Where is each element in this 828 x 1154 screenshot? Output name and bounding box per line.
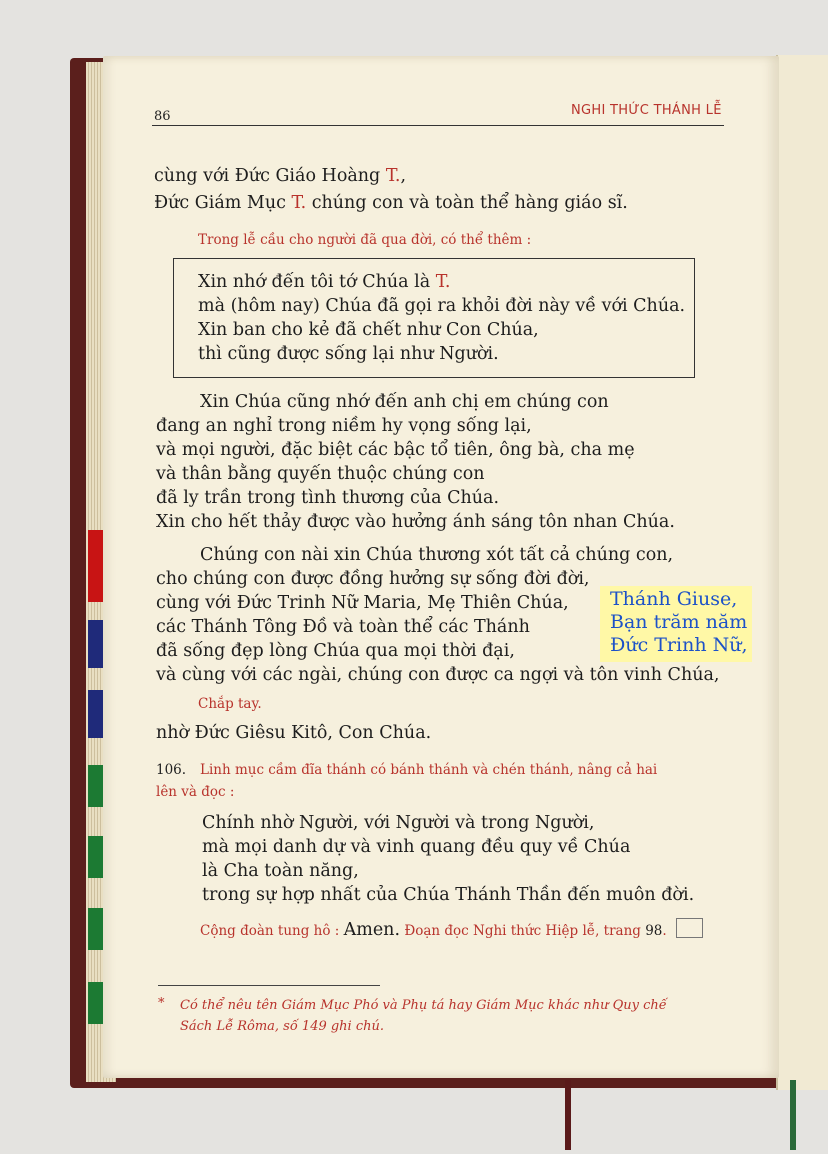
rubric: Chắp tay. xyxy=(198,696,262,712)
ribbon-bookmark xyxy=(790,1080,796,1150)
header-rule xyxy=(152,125,724,126)
rubric: lên và đọc : xyxy=(156,784,235,800)
facing-page xyxy=(776,55,828,1090)
text-line: các Thánh Tông Đồ và toàn thể các Thánh xyxy=(156,617,530,637)
rubric: Linh mục cầm đĩa thánh có bánh thánh và chén thánh, nâng cả hai xyxy=(200,762,658,778)
text-line: cùng với Đức Trinh Nữ Maria, Mẹ Thiên Chúa, xyxy=(156,593,569,613)
text-line: Xin cho hết thảy được vào hưởng ánh sáng tôn nhan Chúa. xyxy=(156,512,675,532)
box-line: Xin ban cho kẻ đã chết như Con Chúa, xyxy=(198,320,539,340)
page-number: 86 xyxy=(154,109,171,124)
doxology-line: trong sự hợp nhất của Chúa Thánh Thần đến muôn đời. xyxy=(202,885,695,905)
acclamation-line: Cộng đoàn tung hô : Amen. Đoạn đọc Nghi thức Hiệp lễ, trang 98. xyxy=(200,920,667,940)
box-line: Xin nhớ đến tôi tớ Chúa là T. xyxy=(198,272,451,292)
box-line: mà (hôm nay) Chúa đã gọi ra khỏi đời này về với Chúa. xyxy=(198,296,686,316)
text-line: Xin Chúa cũng nhớ đến anh chị em chúng con xyxy=(200,392,609,412)
inserted-text-line: Thánh Giuse, xyxy=(610,588,738,610)
text-line: cho chúng con được đồng hưởng sự sống đời đời, xyxy=(156,569,590,589)
text-line: nhờ Đức Giêsu Kitô, Con Chúa. xyxy=(156,723,432,743)
text-line: và mọi người, đặc biệt các bậc tổ tiên, ông bà, cha mẹ xyxy=(156,440,635,460)
text-line: và thân bằng quyến thuộc chúng con xyxy=(156,464,485,484)
section-number: 106. xyxy=(156,762,187,778)
text-line: Đức Giám Mục T. chúng con và toàn thể hàng giáo sĩ. xyxy=(154,193,628,213)
inserted-text-line: Bạn trăm năm xyxy=(610,611,748,633)
inserted-text-line: Đức Trinh Nữ, xyxy=(610,634,748,656)
rubric: Trong lễ cầu cho người đã qua đời, có thể thêm : xyxy=(198,232,532,248)
text-line: đã sống đẹp lòng Chúa qua mọi thời đại, xyxy=(156,641,515,661)
text-line: đang an nghỉ trong niềm hy vọng sống lại, xyxy=(156,416,532,436)
box-line: thì cũng được sống lại như Người. xyxy=(198,344,499,364)
running-header: NGHI THỨC THÁNH LỄ xyxy=(571,103,722,118)
text-line: và cùng với các ngài, chúng con được ca ngợi và tôn vinh Chúa, xyxy=(156,665,720,685)
footnote-marker: * xyxy=(158,996,165,1011)
footnote-rule xyxy=(158,985,380,986)
doxology-line: mà mọi danh dự và vinh quang đều quy về Chúa xyxy=(202,837,631,857)
text-line: đã ly trần trong tình thương của Chúa. xyxy=(156,488,500,508)
doxology-line: là Cha toàn năng, xyxy=(202,861,359,881)
ribbon-bookmark xyxy=(565,1080,571,1150)
footnote-line: Có thể nêu tên Giám Mục Phó và Phụ tá hay Giám Mục khác như Quy chế xyxy=(180,998,667,1013)
text-line: cùng với Đức Giáo Hoàng T., xyxy=(154,166,407,186)
footnote-line: Sách Lễ Rôma, số 149 ghi chú. xyxy=(180,1019,385,1034)
page-reference-box xyxy=(676,918,703,938)
text-line: Chúng con nài xin Chúa thương xót tất cả chúng con, xyxy=(200,545,674,565)
doxology-line: Chính nhờ Người, với Người và trong Người, xyxy=(202,813,595,833)
